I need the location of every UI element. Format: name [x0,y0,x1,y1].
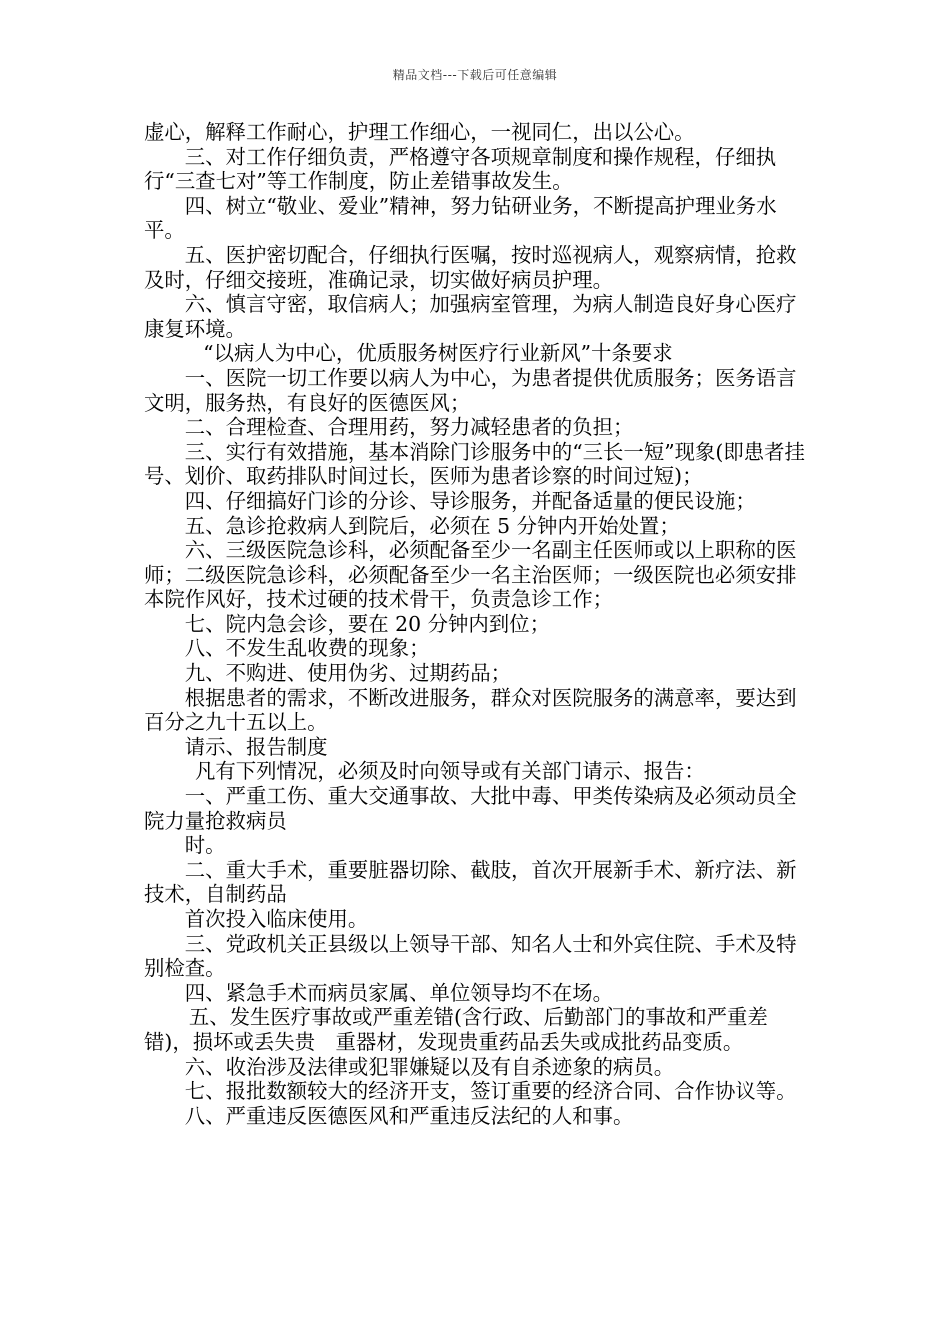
paragraph: 六、三级医院急诊科，必须配备至少一名副主任医师或以上职称的医师；二级医院急诊科，必须配备至少一名主治医师；一级医院也必须安排本院作风好，技术过硬的技术骨干，负责急诊工作； [144,538,797,612]
paragraph: 四、紧急手术而病员家属、单位领导均不在场。 [184,980,613,1005]
paragraph: 六、收治涉及法律或犯罪嫌疑以及有自杀迹象的病员。 [184,1054,675,1079]
paragraph: 三、对工作仔细负责，严格遵守各项规章制度和操作规程，仔细执行“三查七对”等工作制度，防止差错事故发生。 [144,144,777,194]
paragraph: 五、发生医疗事故或严重差错(含行政、后勤部门的事故和严重差错)，损坏或丢失贵 重器材，发现贵重药品丢失或成批药品变质。 [144,1005,768,1054]
paragraph: 二、合理检查、合理用药，努力减轻患者的负担； [184,415,634,440]
paragraph: 时。 [184,833,226,858]
document-body [144,120,816,1128]
paragraph: 八、严重违反医德医风和严重违反法纪的人和事。 [184,1103,634,1128]
paragraph: 二、重大手术，重要脏器切除、截肢，首次开展新手术、新疗法、新技术，自制药品 [144,857,797,907]
section-heading: 请示、报告制度 [184,734,328,759]
paragraph: 三、实行有效措施，基本消除门诊服务中的“三长一短”现象(即患者挂号、划价、取药排队时间过长，医师为患者诊察的时间过短)； [144,439,805,489]
paragraph: 四、仔细搞好门诊的分诊、导诊服务，并配备适量的便民设施； [184,488,756,513]
paragraph: 三、党政机关正县级以上领导干部、知名人士和外宾住院、手术及特别检查。 [144,931,797,981]
paragraph: 七、院内急会诊，要在 20 分钟内到位； [184,611,550,636]
paragraph: 一、严重工伤、重大交通事故、大批中毒、甲类传染病及必须动员全院力量抢救病员 [144,784,797,833]
paragraph: 四、树立“敬业、爱业”精神，努力钻研业务，不断提高护理业务水平。 [144,193,777,243]
paragraph: 根据患者的需求，不断改进服务，群众对医院服务的满意率，要达到百分之九十五以上。 [144,685,797,735]
paragraph: 五、医护密切配合，仔细执行医嘱，按时巡视病人，观察病情，抢救及时，仔细交接班，准确记录，切实做好病员护理。 [144,242,797,292]
paragraph: 六、慎言守密，取信病人；加强病室管理，为病人制造良好身心医疗康复环境。 [144,292,797,341]
page-header: 精品文档---下载后可任意编辑 [392,68,558,82]
paragraph: 虚心，解释工作耐心，护理工作细心，一视同仁，出以公心。 [144,120,695,144]
paragraph: 凡有下列情况，必须及时向领导或有关部门请示、报告： [195,759,705,784]
paragraph: 七、报批数额较大的经济开支，签订重要的经济合同、合作协议等。 [184,1079,797,1104]
section-heading: “以病人为中心，优质服务树医疗行业新风”十条要求 [203,341,673,366]
paragraph: 五、急诊抢救病人到院后，必须在 5 分钟内开始处置； [184,513,680,538]
paragraph: 一、医院一切工作要以病人为中心，为患者提供优质服务；医务语言文明，服务热，有良好的医德医风； [144,365,797,415]
paragraph: 首次投入临床使用。 [184,907,369,931]
paragraph: 九、不购进、使用伪劣、过期药品； [184,661,512,686]
paragraph: 八、不发生乱收费的现象； [184,636,430,661]
